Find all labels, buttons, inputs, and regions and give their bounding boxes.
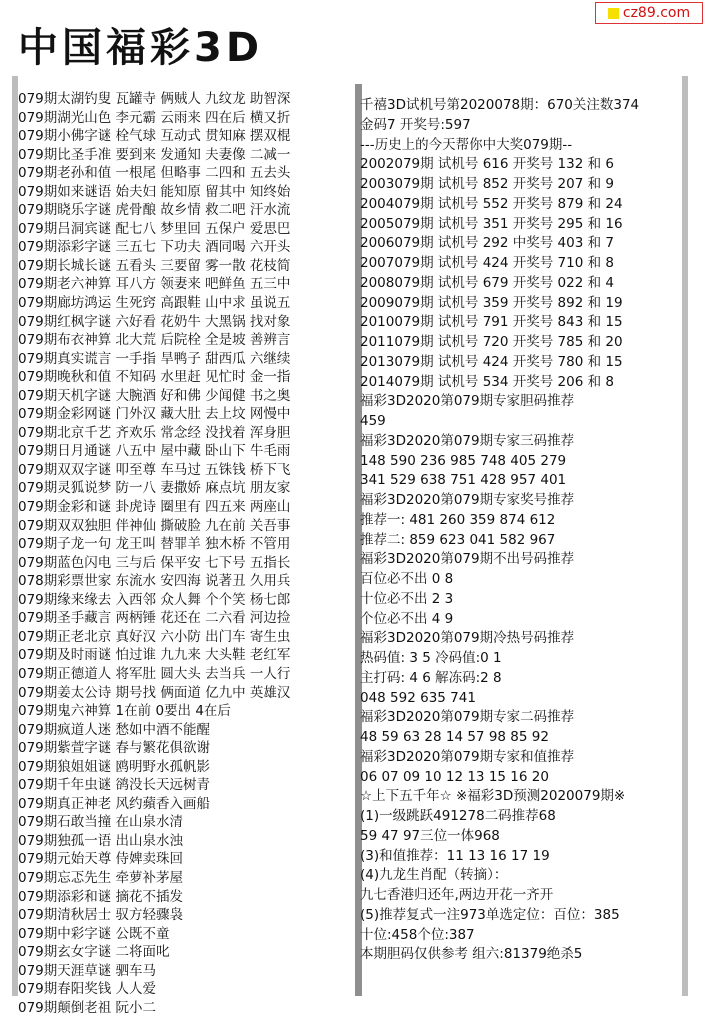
riddle-row: 079期缘来缘去 入西邻 众人舞 个个笑 杨七郎 [18, 591, 291, 608]
riddle-row: 079期如来谜语 始夫妇 能知原 留其中 知终始 [18, 183, 291, 200]
riddle-row: 079期姜太公诗 期号找 俩面道 亿九中 英雄汉 [18, 684, 291, 701]
prediction-row: 2002079期 试机号 616 开奖号 132 和 6 [360, 156, 614, 173]
prediction-row: 2013079期 试机号 424 开奖号 780 和 15 [360, 353, 623, 370]
prediction-row: 48 59 63 28 14 57 98 85 92 [360, 729, 549, 745]
riddle-row: 079期老孙和值 一根尾 但略事 二四和 五去头 [18, 165, 291, 182]
riddle-row: 079期吕洞宾谜 配七八 梦里回 五保户 爱思巴 [18, 220, 291, 237]
prediction-row: 千禧3D试机号第2020078期：670关注数374 [360, 97, 640, 113]
prediction-row: 2006079期 试机号 292 中奖号 403 和 7 [360, 235, 614, 252]
prediction-row: 十位必不出 2 3 [360, 590, 454, 607]
prediction-row: 推荐二: 859 623 041 582 967 [360, 531, 556, 548]
riddle-row: 079期蓝色闪电 三与后 保平安 七下号 五指长 [18, 554, 291, 571]
riddle-row: 079期比圣手准 要到来 发通知 夫妻像 二减一 [18, 146, 291, 163]
riddle-row: 079期玄女字谜 二将面叱 [18, 944, 170, 961]
prediction-row: 2009079期 试机号 359 开奖号 892 和 19 [360, 294, 623, 311]
riddle-row: 079期千年虫谜 鹆没长天远树青 [18, 777, 211, 794]
prediction-row: 福彩3D2020第079期专家二码推荐 [360, 709, 575, 726]
page-title: 中国福彩3D [18, 25, 264, 71]
riddle-row: 079期金彩网谜 门外汉 藏大肚 去上坟 网慢中 [18, 406, 291, 423]
riddle-row: 079期忘忑先生 牵萝补茅屋 [18, 869, 184, 886]
riddle-row: 079期双双字谜 叩至尊 车马过 五铢钱 桥下飞 [18, 461, 291, 478]
prediction-row: 2008079期 试机号 679 开奖号 022 和 4 [360, 274, 614, 291]
prediction-row: 福彩3D2020第079期专家胆码推荐 [360, 393, 575, 410]
riddle-row: 079期灵狐说梦 防一八 妻撒娇 麻点坑 朋友家 [18, 480, 291, 497]
prediction-row: 2007079期 试机号 424 开奖号 710 和 8 [360, 255, 614, 271]
riddle-row: 079期日月通谜 八五中 屋中藏 卧山下 牛毛雨 [18, 443, 291, 460]
prediction-row: 福彩3D2020第079期专家三码推荐 [360, 432, 575, 449]
prediction-row: 本期胆码仅供参考 组六:81379绝杀5 [360, 946, 583, 963]
prediction-row: (3)和值推荐：11 13 16 17 19 [360, 847, 550, 864]
riddle-row: 079期布衣神算 北大荒 后院栓 全是坡 善辨言 [18, 332, 291, 349]
riddle-row: 079期太湖钓叟 瓦罐寺 俩贼人 九纹龙 助智深 [18, 91, 291, 107]
riddle-row: 079期紫萱字谜 春与繁花俱欲谢 [18, 740, 211, 757]
riddle-row: 079期正德道人 将军肚 圆大头 去当兵 一人行 [18, 665, 291, 682]
prediction-row: (5)推荐复式一注973单选定位：百位：385 [360, 906, 620, 923]
riddle-row: 079期北京千艺 齐欢乐 常念经 没找着 浑身胆 [18, 424, 291, 441]
header [0, 0, 709, 70]
riddle-list [18, 90, 348, 1017]
riddle-row: 079期真实谎言 一手指 旱鸭子 甜西瓜 六继续 [18, 350, 291, 367]
prediction-row: 主打码: 4 6 解冻码:2 8 [360, 669, 502, 686]
riddle-row: 079期圣手藏言 两柄锤 花还在 二六看 河边捡 [18, 610, 291, 627]
riddle-row: 079期子龙一句 龙王叫 替罪羊 独木桥 不管用 [18, 536, 291, 553]
prediction-row: 341 529 638 751 428 957 401 [360, 472, 567, 489]
prediction-row: 福彩3D2020第079期冷热号码推荐 [360, 630, 575, 647]
riddle-row: 079期廊坊鸿运 生死窍 高跟鞋 山中求 虽说五 [18, 295, 291, 312]
riddle-row: 079期鬼六神算 1在前 0要出 4在后 [18, 703, 231, 720]
riddle-row: 079期晚秋和值 不知码 水里赶 见忙时 金一指 [18, 369, 291, 386]
prediction-row: 2005079期 试机号 351 开奖号 295 和 16 [360, 215, 623, 232]
riddle-row: 079期长城长谜 五看头 三要留 雾一散 花枝简 [18, 257, 291, 274]
riddle-row: 079期天涯草谜 驷车马 [18, 962, 157, 979]
riddle-row: 079期真正神老 风约蘋香入画船 [18, 795, 211, 812]
riddle-row: 079期老六神算 耳八方 领妻来 吧鲜鱼 五三中 [18, 276, 291, 293]
prediction-row: (1)一级跳跃491278二码推荐68 [360, 808, 556, 824]
riddle-row: 079期双双独胆 伴神仙 撕破脸 九在前 关吾事 [18, 517, 291, 534]
prediction-row: 59 47 97三位一体968 [360, 827, 500, 844]
prediction-row: 2014079期 试机号 534 开奖号 206 和 8 [360, 373, 614, 390]
riddle-row: 079期石敢当撞 在山泉水清 [18, 814, 184, 831]
prediction-row: 福彩3D2020第079期专家和值推荐 [360, 748, 575, 765]
riddle-row: 079期添彩和谜 摘花不插发 [18, 888, 184, 905]
site-badge[interactable] [595, 2, 703, 24]
riddle-row: 079期小佛字谜 栓气球 互动式 贯知麻 摆双棍 [18, 128, 291, 145]
prediction-row: 148 590 236 985 748 405 279 [360, 452, 567, 469]
riddle-row: 079期添彩字谜 三五七 下功夫 酒同喝 六开头 [18, 239, 291, 256]
prediction-row: 福彩3D2020第079期专家奖号推荐 [360, 492, 575, 508]
riddle-row: 079期红枫字谜 六好看 花奶牛 大黑锅 找对象 [18, 313, 291, 330]
prediction-row: ---历史上的今天帮你中大奖079期-- [360, 136, 573, 153]
riddle-row: 079期天机字谜 大腕酒 好和佛 少闻健 书之奥 [18, 387, 291, 404]
riddle-row: 079期春阳奖钱 人人爱 [18, 981, 157, 998]
riddle-row: 079期狼姐姐谜 鸥明野水孤帆影 [18, 758, 211, 775]
riddle-row: 079期清秋居士 驭方轻骤袅 [18, 907, 184, 924]
prediction-row: ☆上下五千年☆ ※福彩3D预测2020079期※ [360, 788, 626, 805]
prediction-list [360, 96, 680, 965]
riddle-row: 079期晓乐字谜 虎骨酿 故乡情 救二吧 汗水流 [18, 202, 291, 219]
prediction-row: 百位必不出 0 8 [360, 571, 454, 587]
prediction-row: 048 592 635 741 [360, 689, 476, 706]
prediction-row: 2010079期 试机号 791 开奖号 843 和 15 [360, 314, 623, 331]
right-scrollbar[interactable] [682, 76, 688, 996]
riddle-row: 079期及时雨谜 怕过谁 九九来 大头鞋 老红军 [18, 647, 291, 664]
prediction-row: 推荐一: 481 260 359 874 612 [360, 511, 556, 528]
prediction-row: 十位:458个位:387 [360, 926, 475, 943]
prediction-row: 金码7 开奖号:597 [360, 116, 471, 133]
riddle-row: 079期疯道人迷 愁如中酒不能醒 [18, 721, 211, 738]
riddle-row: 079期中彩字谜 公既不童 [18, 925, 170, 942]
riddle-row: 079期正老北京 真好汉 六小防 出门车 寄生虫 [18, 628, 291, 645]
riddle-row: 079期金彩和谜 卦虎诗 圈里有 四五来 两座山 [18, 499, 291, 516]
square-icon [608, 8, 619, 19]
prediction-row: 福彩3D2020第079期不出号码推荐 [360, 551, 575, 568]
riddle-row: 079期颠倒老祖 阮小二 [18, 999, 157, 1016]
riddle-row: 079期元始天尊 侍婢卖珠回 [18, 851, 184, 868]
prediction-row: 个位必不出 4 9 [360, 610, 454, 627]
prediction-row: 九七香港归还年,两边开花一齐开 [360, 887, 554, 903]
riddle-row: 078期彩票世家 东流水 安四海 说著丑 久用兵 [18, 573, 291, 590]
riddle-row: 079期独孤一语 出山泉水浊 [18, 832, 184, 849]
site-badge-label: cz89.com [622, 5, 691, 21]
prediction-row: 2011079期 试机号 720 开奖号 785 和 20 [360, 334, 623, 350]
prediction-row: 热码值: 3 5 冷码值:0 1 [360, 650, 502, 666]
prediction-row: 2004079期 试机号 552 开奖号 879 和 24 [360, 195, 623, 212]
prediction-row: (4)九龙生肖配（转摘）： [360, 867, 508, 884]
riddle-row: 079期湖光山色 李元霸 云雨来 四在后 横又折 [18, 109, 291, 126]
prediction-row: 2003079期 试机号 852 开奖号 207 和 9 [360, 176, 614, 192]
prediction-row: 06 07 09 10 12 13 15 16 20 [360, 768, 549, 785]
prediction-row: 459 [360, 413, 386, 429]
